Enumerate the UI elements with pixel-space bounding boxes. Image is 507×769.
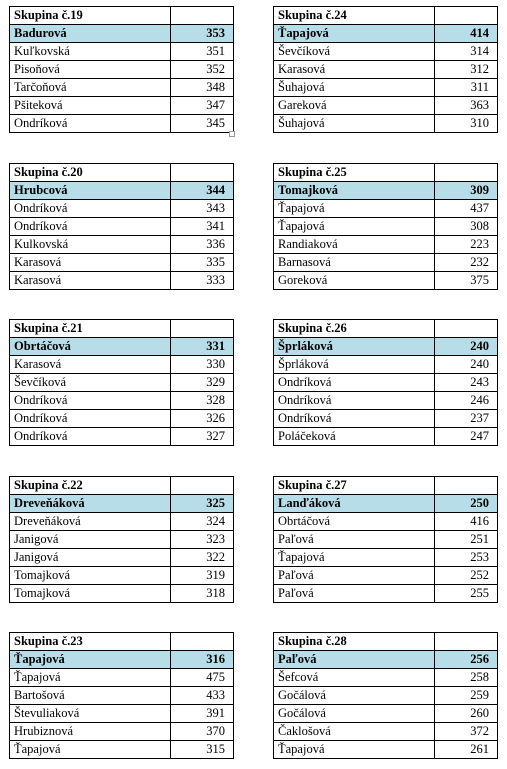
- name-cell[interactable]: Dreveňáková: [10, 495, 171, 513]
- name-cell[interactable]: Šuhajová: [274, 115, 435, 133]
- group-leader-row: [274, 182, 498, 200]
- value-cell[interactable]: [435, 164, 498, 182]
- table-row: [274, 236, 498, 254]
- table-row: [274, 97, 498, 115]
- name-cell[interactable]: Paľová: [274, 585, 435, 603]
- name-cell[interactable]: Ondríková: [10, 392, 171, 410]
- value-cell[interactable]: 363: [435, 97, 498, 115]
- value-cell[interactable]: 475: [171, 669, 234, 687]
- value-cell[interactable]: 344: [171, 182, 234, 200]
- name-cell[interactable]: Skupina č.19: [10, 7, 171, 25]
- table-row: [10, 741, 234, 759]
- table-row: [274, 392, 498, 410]
- name-cell[interactable]: Karasová: [10, 356, 171, 374]
- value-cell[interactable]: 433: [171, 687, 234, 705]
- value-cell[interactable]: 341: [171, 218, 234, 236]
- table-row: [10, 97, 234, 115]
- value-cell[interactable]: 240: [435, 356, 498, 374]
- group-title-row: [10, 633, 234, 651]
- group-leader-row: [10, 495, 234, 513]
- name-cell[interactable]: Ťapajová: [274, 549, 435, 567]
- value-cell[interactable]: 253: [435, 549, 498, 567]
- value-cell[interactable]: 351: [171, 43, 234, 61]
- name-cell[interactable]: Barnasová: [274, 254, 435, 272]
- name-cell[interactable]: Obrtáčová: [10, 338, 171, 356]
- value-cell[interactable]: 370: [171, 723, 234, 741]
- name-cell[interactable]: Ťapajová: [10, 669, 171, 687]
- table-row: [10, 61, 234, 79]
- group-title-row: [10, 7, 234, 25]
- name-cell[interactable]: Skupina č.26: [274, 320, 435, 338]
- value-cell[interactable]: 319: [171, 567, 234, 585]
- name-cell[interactable]: Karasová: [10, 272, 171, 290]
- value-cell[interactable]: 345: [171, 115, 234, 133]
- table-row: [10, 723, 234, 741]
- name-cell[interactable]: Skupina č.27: [274, 477, 435, 495]
- group-leader-row: [10, 182, 234, 200]
- value-cell[interactable]: 352: [171, 61, 234, 79]
- value-cell[interactable]: 310: [435, 115, 498, 133]
- value-cell[interactable]: [171, 164, 234, 182]
- table-row: [274, 43, 498, 61]
- table-row: [10, 392, 234, 410]
- value-cell[interactable]: 247: [435, 428, 498, 446]
- value-cell[interactable]: 348: [171, 79, 234, 97]
- value-cell[interactable]: 333: [171, 272, 234, 290]
- value-cell[interactable]: 311: [435, 79, 498, 97]
- table-row: [10, 531, 234, 549]
- value-cell[interactable]: 324: [171, 513, 234, 531]
- value-cell[interactable]: 437: [435, 200, 498, 218]
- table-row: [274, 356, 498, 374]
- value-cell[interactable]: 223: [435, 236, 498, 254]
- value-cell[interactable]: 322: [171, 549, 234, 567]
- value-cell[interactable]: [435, 320, 498, 338]
- name-cell[interactable]: Šefcová: [274, 669, 435, 687]
- group-leader-row: [274, 651, 498, 669]
- value-cell[interactable]: 347: [171, 97, 234, 115]
- table-row: [274, 428, 498, 446]
- name-cell[interactable]: Ťapajová: [10, 651, 171, 669]
- table-row: [274, 374, 498, 392]
- value-cell[interactable]: 246: [435, 392, 498, 410]
- value-cell[interactable]: 416: [435, 513, 498, 531]
- value-cell[interactable]: 256: [435, 651, 498, 669]
- value-cell[interactable]: [435, 477, 498, 495]
- table-row: [10, 43, 234, 61]
- value-cell[interactable]: 335: [171, 254, 234, 272]
- name-cell[interactable]: Ondríková: [10, 200, 171, 218]
- table-row: [274, 741, 498, 759]
- value-cell[interactable]: [171, 320, 234, 338]
- table-row: [10, 428, 234, 446]
- group-title-row: [274, 164, 498, 182]
- name-cell[interactable]: Ondríková: [10, 218, 171, 236]
- name-cell[interactable]: Šuhajová: [274, 79, 435, 97]
- value-cell[interactable]: 312: [435, 61, 498, 79]
- group-title-row: [274, 320, 498, 338]
- name-cell[interactable]: Tomajková: [274, 182, 435, 200]
- value-cell[interactable]: 375: [435, 272, 498, 290]
- value-cell[interactable]: [171, 477, 234, 495]
- name-cell[interactable]: Ondríková: [274, 374, 435, 392]
- table-row: [10, 218, 234, 236]
- name-cell[interactable]: Šprláková: [274, 338, 435, 356]
- group-table: [273, 632, 498, 759]
- table-row: [274, 254, 498, 272]
- name-cell[interactable]: Ťapajová: [274, 741, 435, 759]
- name-cell[interactable]: Hrubcová: [10, 182, 171, 200]
- name-cell[interactable]: Ťapajová: [274, 200, 435, 218]
- name-cell[interactable]: Ondríková: [10, 410, 171, 428]
- table-row: [274, 61, 498, 79]
- name-cell[interactable]: Čaklošová: [274, 723, 435, 741]
- value-cell[interactable]: 258: [435, 669, 498, 687]
- value-cell[interactable]: [435, 7, 498, 25]
- table-row: [274, 410, 498, 428]
- name-cell[interactable]: Gočálová: [274, 687, 435, 705]
- value-cell[interactable]: 232: [435, 254, 498, 272]
- name-cell[interactable]: Paľová: [274, 567, 435, 585]
- value-cell[interactable]: 243: [435, 374, 498, 392]
- table-row: [10, 687, 234, 705]
- table-row: [274, 567, 498, 585]
- name-cell[interactable]: Gočálová: [274, 705, 435, 723]
- table-row: [10, 374, 234, 392]
- group-leader-row: [10, 651, 234, 669]
- value-cell[interactable]: 237: [435, 410, 498, 428]
- name-cell[interactable]: Ťapajová: [274, 218, 435, 236]
- group-table: [273, 476, 498, 603]
- name-cell[interactable]: Skupina č.20: [10, 164, 171, 182]
- value-cell[interactable]: 336: [171, 236, 234, 254]
- name-cell[interactable]: Gareková: [274, 97, 435, 115]
- table-row: [10, 567, 234, 585]
- group-leader-row: [10, 338, 234, 356]
- value-cell[interactable]: 252: [435, 567, 498, 585]
- name-cell[interactable]: Skupina č.21: [10, 320, 171, 338]
- name-cell[interactable]: Janigová: [10, 531, 171, 549]
- table-row: [10, 115, 234, 133]
- table-row: [10, 585, 234, 603]
- value-cell[interactable]: 330: [171, 356, 234, 374]
- value-cell[interactable]: 260: [435, 705, 498, 723]
- name-cell[interactable]: Kuľkovská: [10, 43, 171, 61]
- table-row: [10, 410, 234, 428]
- table-resize-handle[interactable]: [229, 131, 235, 137]
- value-cell[interactable]: 259: [435, 687, 498, 705]
- group-table: [9, 632, 234, 759]
- value-cell[interactable]: 329: [171, 374, 234, 392]
- table-row: [274, 687, 498, 705]
- name-cell[interactable]: Skupina č.25: [274, 164, 435, 182]
- name-cell[interactable]: Karasová: [274, 61, 435, 79]
- name-cell[interactable]: Obrtáčová: [274, 513, 435, 531]
- value-cell[interactable]: 328: [171, 392, 234, 410]
- name-cell[interactable]: Paľová: [274, 651, 435, 669]
- name-cell[interactable]: Ondríková: [10, 115, 171, 133]
- name-cell[interactable]: Tarčoňová: [10, 79, 171, 97]
- group-title-row: [10, 477, 234, 495]
- value-cell[interactable]: 250: [435, 495, 498, 513]
- value-cell[interactable]: [435, 633, 498, 651]
- table-row: [10, 236, 234, 254]
- table-row: [274, 723, 498, 741]
- name-cell[interactable]: Kulkovská: [10, 236, 171, 254]
- group-title-row: [10, 164, 234, 182]
- table-row: [10, 705, 234, 723]
- table-row: [10, 549, 234, 567]
- table-row: [274, 115, 498, 133]
- table-row: [274, 531, 498, 549]
- group-title-row: [274, 633, 498, 651]
- value-cell[interactable]: 391: [171, 705, 234, 723]
- value-cell[interactable]: 326: [171, 410, 234, 428]
- group-table: [273, 6, 498, 133]
- name-cell[interactable]: Ševčíková: [274, 43, 435, 61]
- name-cell[interactable]: Pisoňová: [10, 61, 171, 79]
- name-cell[interactable]: Randiaková: [274, 236, 435, 254]
- table-row: [274, 549, 498, 567]
- table-row: [10, 669, 234, 687]
- group-leader-row: [274, 25, 498, 43]
- value-cell[interactable]: 372: [435, 723, 498, 741]
- group-table: [273, 163, 498, 290]
- value-cell[interactable]: 309: [435, 182, 498, 200]
- group-title-row: [274, 477, 498, 495]
- value-cell[interactable]: 314: [435, 43, 498, 61]
- value-cell[interactable]: 315: [171, 741, 234, 759]
- name-cell[interactable]: Badurová: [10, 25, 171, 43]
- table-row: [274, 79, 498, 97]
- name-cell[interactable]: Ševčíková: [10, 374, 171, 392]
- value-cell[interactable]: [171, 7, 234, 25]
- value-cell[interactable]: [171, 633, 234, 651]
- group-table: [9, 6, 234, 133]
- name-cell[interactable]: Janigová: [10, 549, 171, 567]
- table-row: [10, 200, 234, 218]
- table-row: [10, 356, 234, 374]
- value-cell[interactable]: 323: [171, 531, 234, 549]
- name-cell[interactable]: Skupina č.24: [274, 7, 435, 25]
- group-leader-row: [274, 338, 498, 356]
- group-table: [273, 319, 498, 446]
- name-cell[interactable]: Poláčeková: [274, 428, 435, 446]
- table-row: [274, 200, 498, 218]
- value-cell[interactable]: 343: [171, 200, 234, 218]
- group-table: [9, 163, 234, 290]
- value-cell[interactable]: 261: [435, 741, 498, 759]
- table-row: [274, 272, 498, 290]
- value-cell[interactable]: 331: [171, 338, 234, 356]
- group-table: [9, 319, 234, 446]
- name-cell[interactable]: Šprláková: [274, 356, 435, 374]
- name-cell[interactable]: Skupina č.23: [10, 633, 171, 651]
- value-cell[interactable]: 255: [435, 585, 498, 603]
- name-cell[interactable]: Karasová: [10, 254, 171, 272]
- value-cell[interactable]: 251: [435, 531, 498, 549]
- value-cell[interactable]: 325: [171, 495, 234, 513]
- table-row: [10, 254, 234, 272]
- group-title-row: [274, 7, 498, 25]
- name-cell[interactable]: Števuliaková: [10, 705, 171, 723]
- value-cell[interactable]: 414: [435, 25, 498, 43]
- value-cell[interactable]: 327: [171, 428, 234, 446]
- group-table: [9, 476, 234, 603]
- value-cell[interactable]: 308: [435, 218, 498, 236]
- name-cell[interactable]: Hrubiznová: [10, 723, 171, 741]
- name-cell[interactable]: Tomajková: [10, 567, 171, 585]
- group-title-row: [10, 320, 234, 338]
- group-leader-row: [274, 495, 498, 513]
- value-cell[interactable]: 240: [435, 338, 498, 356]
- name-cell[interactable]: Dreveňáková: [10, 513, 171, 531]
- table-row: [10, 272, 234, 290]
- group-leader-row: [10, 25, 234, 43]
- value-cell[interactable]: 316: [171, 651, 234, 669]
- table-row: [274, 585, 498, 603]
- value-cell[interactable]: 353: [171, 25, 234, 43]
- name-cell[interactable]: Skupina č.28: [274, 633, 435, 651]
- name-cell[interactable]: Ondríková: [10, 428, 171, 446]
- name-cell[interactable]: Paľová: [274, 531, 435, 549]
- name-cell[interactable]: Ondríková: [274, 392, 435, 410]
- name-cell[interactable]: Ťapajová: [274, 25, 435, 43]
- name-cell[interactable]: Tomajková: [10, 585, 171, 603]
- table-row: [10, 513, 234, 531]
- name-cell[interactable]: Bartošová: [10, 687, 171, 705]
- name-cell[interactable]: Pšiteková: [10, 97, 171, 115]
- table-row: [274, 705, 498, 723]
- name-cell[interactable]: Skupina č.22: [10, 477, 171, 495]
- table-row: [274, 513, 498, 531]
- name-cell[interactable]: Lanďáková: [274, 495, 435, 513]
- table-row: [274, 218, 498, 236]
- value-cell[interactable]: 318: [171, 585, 234, 603]
- name-cell[interactable]: Ondríková: [274, 410, 435, 428]
- name-cell[interactable]: Goreková: [274, 272, 435, 290]
- table-row: [274, 669, 498, 687]
- name-cell[interactable]: Ťapajová: [10, 741, 171, 759]
- table-row: [10, 79, 234, 97]
